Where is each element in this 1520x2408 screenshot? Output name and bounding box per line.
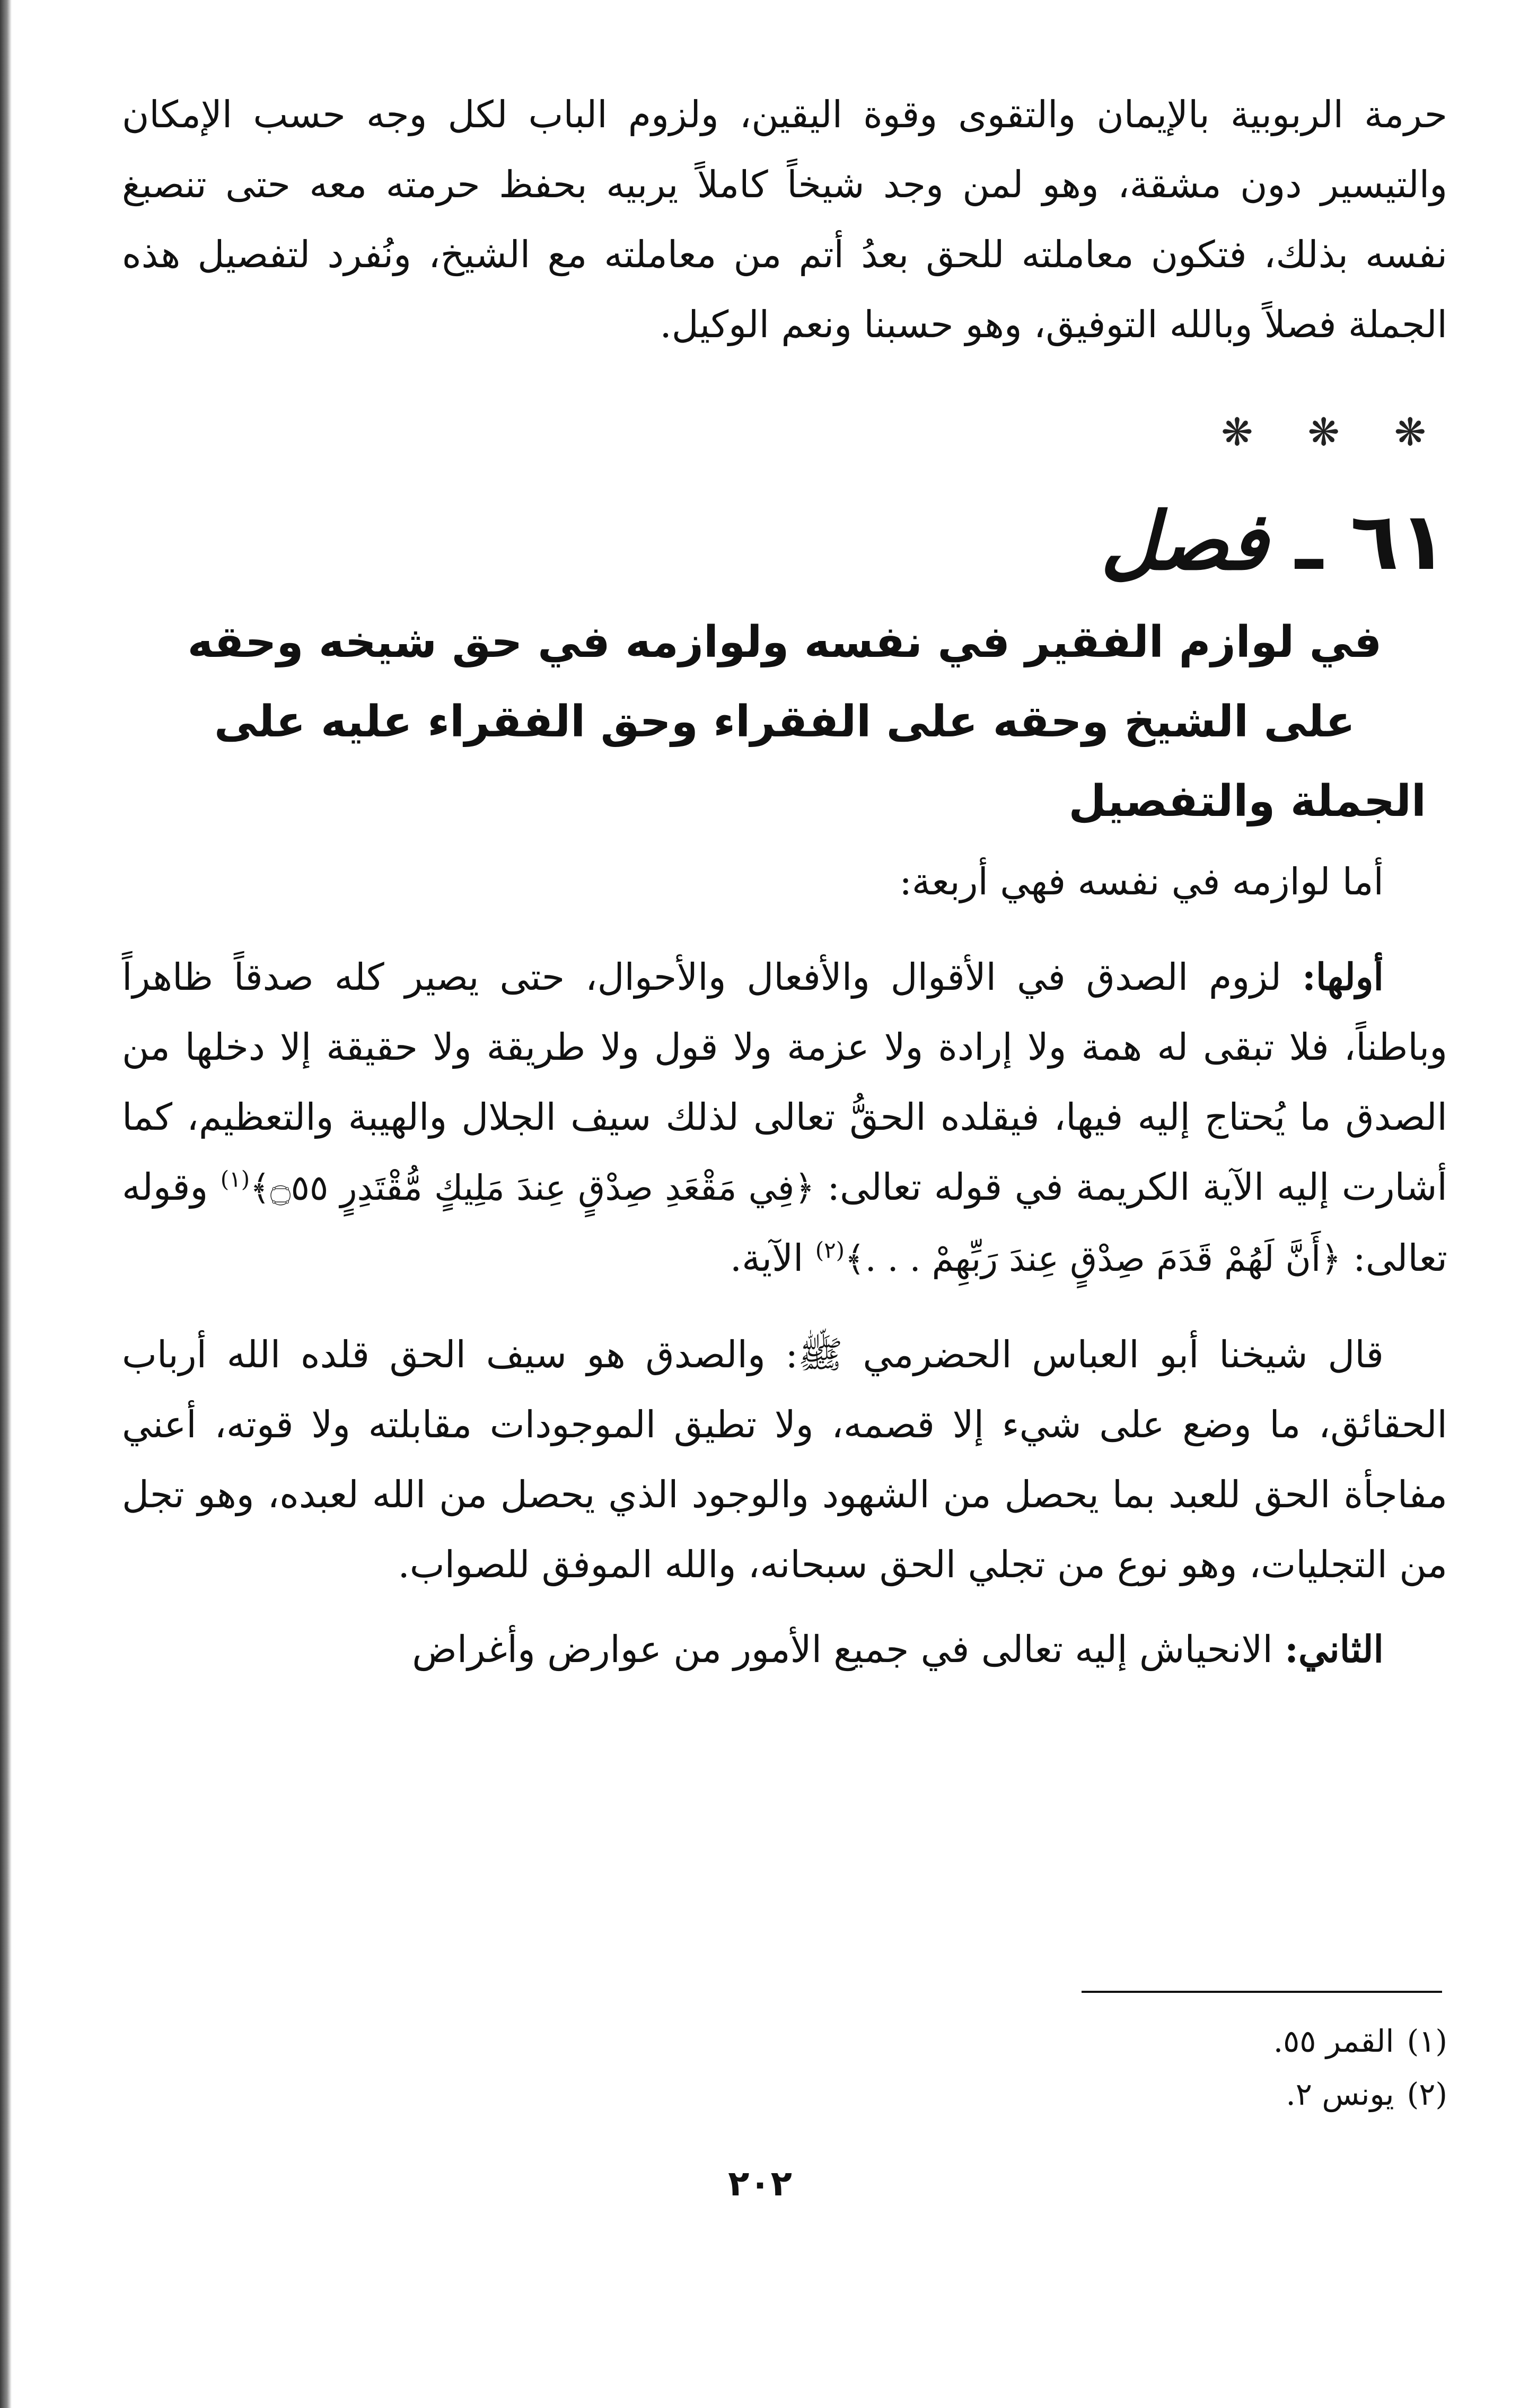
footnote-ref-1: (١) xyxy=(220,1166,250,1192)
footnote-divider xyxy=(1082,1991,1442,1993)
footnote-2: (٢)يونس ٢. xyxy=(1286,2076,1447,2112)
verse-yunus: ﴿أَنَّ لَهُمْ قَدَمَ صِدْقٍ عِندَ رَبِّهِمْ . . .﴾ xyxy=(845,1238,1341,1279)
sheikh-quote-paragraph: قال شيخنا أبو العباس الحضرمي ﷺ: والصدق هو سيف الحق قلده الله أرباب الحقائق، ما وضع على شيء إلا قصمه، ولا تطيق الموجودات مقابلته ولا قوته، أعني مفاجأة الحق للعبد بما يحصل من الشهود والوجود الذي يحصل من الله لعبده، وهو تجل من التجليات، وهو نوع من تجلي الحق سبحانه، والله الموفق للصواب. xyxy=(122,1333,1447,1586)
footnotes xyxy=(970,2015,1447,2121)
page-body xyxy=(122,80,1447,1684)
section-heading xyxy=(122,491,1447,592)
first-item-text: لزوم الصدق في الأقوال والأفعال والأحوال، حتى يصير كله صدقاً ظاهراً وباطناً، فلا تبقى له همة ولا إرادة ولا عزمة ولا قول ولا طريقة ولا حقيقة إلا دخلها من الصدق ما يُحتاج إليه فيها، فيقلده الحقُّ تعالى لذلك سيف الجلال والهيبة والتعظيم، كما أشارت إليه الآية الكريمة في قوله تعالى: xyxy=(122,955,1447,1209)
first-item-text-b: وقوله تعالى: xyxy=(122,1165,1447,1280)
section-number: ٦١ ـ xyxy=(1295,496,1447,588)
first-item-paragraph xyxy=(122,942,1447,1294)
second-item-lead: الثاني: xyxy=(1285,1627,1384,1671)
section-title: في لوازم الفقير في نفسه ولوازمه في حق شيخه وحقه على الشيخ وحقه على الفقراء وحق الفقراء عليه على الجملة والتفصيل xyxy=(187,617,1426,827)
first-item-lead: أولها: xyxy=(1302,955,1384,999)
section-word: فصل xyxy=(1100,496,1268,588)
page-number: ٢٠٢ xyxy=(728,2163,792,2204)
footnote-1: (١)القمر ٥٥. xyxy=(1273,2023,1447,2059)
intro-line: أما لوازمه في نفسه فهي أربعة: xyxy=(899,860,1384,903)
second-item-paragraph xyxy=(122,1614,1447,1684)
section-separator: ❋ ❋ ❋ xyxy=(1221,410,1447,454)
scan-edge xyxy=(0,0,12,2408)
second-item-text: الانحياش إليه تعالى في جميع الأمور من عوارض وأغراض xyxy=(412,1628,1285,1671)
first-item-text-c: الآية. xyxy=(730,1236,815,1280)
top-paragraph: حرمة الربوبية بالإيمان والتقوى وقوة اليقين، ولزوم الباب لكل وجه حسب الإمكان والتيسير دون مشقة، وهو لمن وجد شيخاً كاملاً يربيه بحفظ حرمته معه حتى تنصبغ نفسه بذلك، فتكون معاملته للحق بعدُ أتم من معاملته مع الشيخ، ونُفرد لتفصيل هذه الجملة فصلاً وبالله التوفيق، وهو حسبنا ونعم الوكيل. xyxy=(122,93,1447,346)
footnote-ref-2: (٢) xyxy=(815,1237,845,1263)
verse-qamar: ﴿فِي مَقْعَدِ صِدْقٍ عِندَ مَلِيكٍ مُّقْتَدِرٍ ۝٥٥﴾ xyxy=(250,1167,815,1208)
